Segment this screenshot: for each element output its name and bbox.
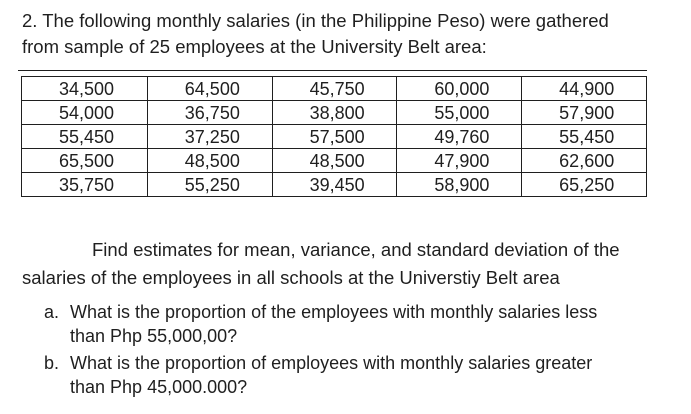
table-cell: 44,900 [522,77,647,101]
question-b [44,351,644,399]
table-cell: 62,600 [522,149,647,173]
problem-statement [22,8,672,60]
table-cell: 36,750 [147,101,272,125]
table-cell: 37,250 [147,125,272,149]
table-cell: 65,250 [522,173,647,197]
table-row [22,125,647,149]
question-a-line-1: What is the proportion of the employees with monthly salaries less [70,302,598,322]
question-b-line-2: than Php 45,000.000? [70,377,248,397]
problem-statement-line-1: 2. The following monthly salaries (in the Philippine Peso) were gathered [22,10,609,31]
table-cell: 38,800 [272,101,397,125]
table-row [22,101,647,125]
salary-table-body [22,77,647,197]
table-cell: 47,900 [397,149,522,173]
task-line-1: Find estimates for mean, variance, and standard deviation of the [92,239,620,260]
table-row [22,173,647,197]
table-cell: 55,450 [22,125,148,149]
title-underline [18,70,647,71]
table-cell: 60,000 [397,77,522,101]
table-cell: 48,500 [272,149,397,173]
problem-statement-line-2: from sample of 25 employees at the University Belt area: [22,36,487,57]
table-cell: 35,750 [22,173,148,197]
table-cell: 49,760 [397,125,522,149]
question-a-marker: a. [44,302,60,322]
table-cell: 55,000 [397,101,522,125]
question-b-line-1: What is the proportion of employees with monthly salaries greater [70,353,593,373]
question-list [44,300,644,402]
question-a-line-2: than Php 55,000,00? [70,326,238,346]
table-cell: 48,500 [147,149,272,173]
table-cell: 57,500 [272,125,397,149]
table-cell: 58,900 [397,173,522,197]
table-row [22,77,647,101]
question-b-marker: b. [44,353,60,373]
task-line-2: salaries of the employees in all schools at the Universtiy Belt area [22,267,560,288]
table-cell: 65,500 [22,149,148,173]
task-instructions [22,236,672,292]
table-cell: 55,450 [522,125,647,149]
table-cell: 55,250 [147,173,272,197]
table-cell: 54,000 [22,101,148,125]
table-row [22,149,647,173]
salary-table [21,76,647,197]
table-cell: 39,450 [272,173,397,197]
table-cell: 64,500 [147,77,272,101]
table-cell: 34,500 [22,77,148,101]
table-cell: 57,900 [522,101,647,125]
question-a [44,300,644,348]
table-cell: 45,750 [272,77,397,101]
